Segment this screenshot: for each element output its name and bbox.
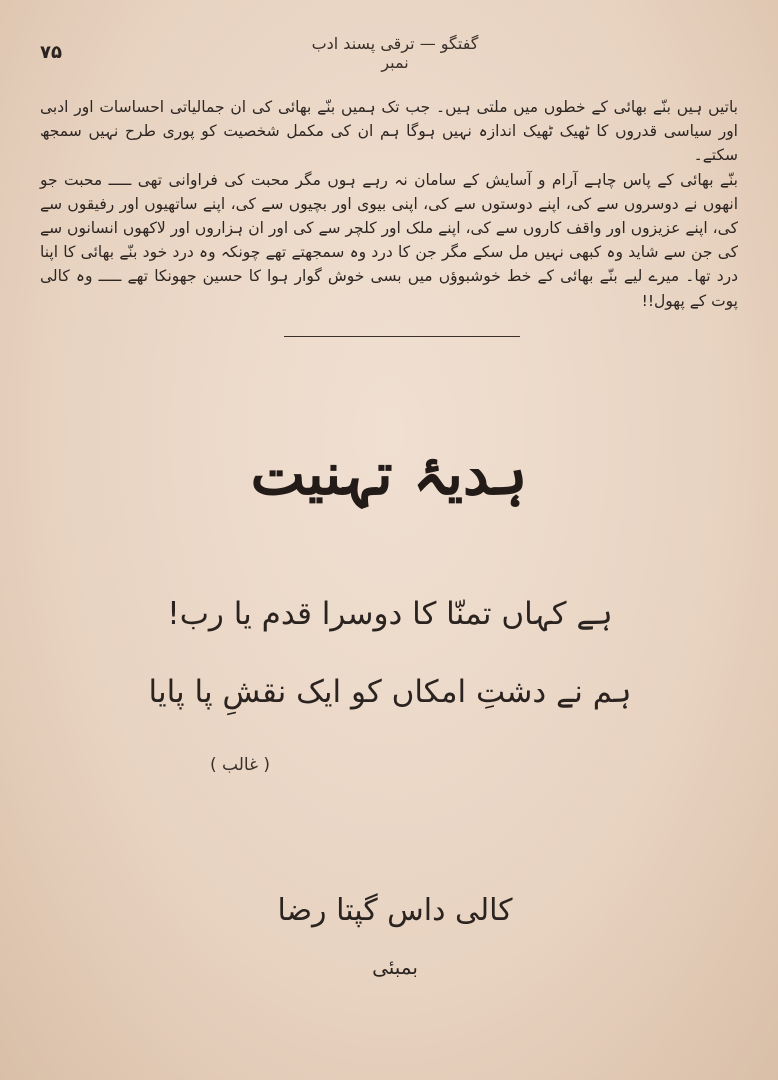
poet-attribution: ( غالب ): [209, 755, 270, 775]
author-city: بمبئی: [372, 955, 418, 979]
paragraph: باتیں ہیں بنّے بھائی کے خطوں میں ملتی ہیں۔ جب تک ہمیں بنّے بھائی کی ان جمالیاتی احساسات اور ادبی اور سیاسی قدروں کا ٹھیک ٹھیک اندازہ نہیں ہوگا ہم ان کی مکمل شخصیت کو پوری طرح نہیں سمجھ سکتے۔: [40, 98, 738, 165]
section-divider: [284, 336, 520, 337]
running-title: گفتگو — ترقی پسند ادب نمبر: [311, 34, 479, 72]
paragraph: بنّے بھائی کے پاس چاہے آرام و آسایش کے سامان نہ رہے ہوں مگر محبت کی فراوانی تھی ـــــ محبت جو انھوں نے دوسروں سے کی، اپنے دوستوں سے کی، اپنی بیوی اور بچیوں سے کی، اپنے ساتھیوں اور رفیقوں سے کی، اپنے عزیزوں اور واقف کاروں سے کی، اپنے ملک اور کلچر سے کی اور ان ہزاروں اور لاکھوں انسانوں سے کی جن سے شاید وہ کبھی نہیں مل سکے مگر جن کا درد وہ سمجھتے تھے چونکہ وہ درد خود بنّے بھائی کا اپنا درد تھا۔ میرے لیے بنّے بھائی کے خط خوشبوؤں میں بسی خوش گوار ہوا کا حسین جھونکا تھے ـــــ وہ کالی پوت کے پھول!!: [40, 170, 738, 310]
verse-line: ہم نے دشتِ امکاں کو ایک نقشِ پا پایا: [148, 674, 632, 710]
dedication-title: ہدیۂ تہنیت: [250, 440, 528, 508]
author-name: کالی داس گپتا رضا: [277, 893, 513, 928]
verse-line: ہے کہاں تمنّا کا دوسرا قدم یا رب!: [167, 596, 613, 632]
body-text: [40, 95, 738, 313]
page-number: ۷۵: [40, 42, 62, 63]
